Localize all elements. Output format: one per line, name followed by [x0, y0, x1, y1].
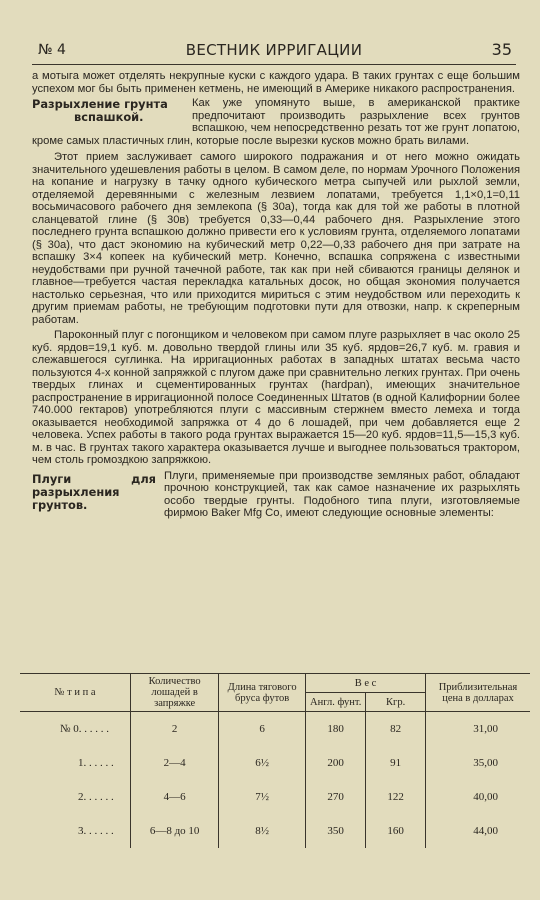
- col-header-weight-kg: Кгр.: [366, 693, 426, 712]
- paragraph-ploughs: Плуги, применяемые при производстве земляных работ, обладают прочною конструкцией, так как самое назначение их разрыхлять особо твердые грунты. Подобного типа плуги, изготовляемые фирмою Baker Mfg Co, имеют следующие основные элементы:: [164, 469, 520, 519]
- cell-price: 40,00: [425, 780, 530, 814]
- col-header-horses: Количество лошадей в запряжке: [131, 674, 219, 712]
- cell-kg: 160: [366, 814, 426, 848]
- issue-number: № 4: [38, 42, 66, 58]
- cell-type: 2. . . . . .: [20, 780, 131, 814]
- col-header-weight: В е с: [306, 674, 426, 693]
- cell-beam: 6½: [219, 746, 306, 780]
- cell-horses: 2—4: [131, 746, 219, 780]
- col-header-beam: Длина тягового бруса футов: [219, 674, 306, 712]
- section-ploughs: [32, 470, 520, 520]
- cell-beam: 8½: [219, 814, 306, 848]
- cell-kg: 82: [366, 712, 426, 747]
- cell-price: 35,00: [425, 746, 530, 780]
- cell-horses: 2: [131, 712, 219, 747]
- table-row: [20, 814, 530, 848]
- cell-price: 31,00: [425, 712, 530, 747]
- cell-kg: 122: [366, 780, 426, 814]
- cell-lb: 200: [306, 746, 366, 780]
- section-heading-ploughs: Плуги для разрыхления грунтов.: [32, 471, 156, 512]
- section-ploughing: [32, 97, 520, 147]
- col-header-type: № т и п а: [20, 674, 131, 712]
- plough-spec-table: [20, 673, 530, 848]
- cell-type: 1. . . . . .: [20, 746, 131, 780]
- cell-price: 44,00: [425, 814, 530, 848]
- table-row: [20, 780, 530, 814]
- cell-type: № 0. . . . . .: [20, 712, 131, 747]
- journal-title: ВЕСТНИК ИРРИГАЦИИ: [185, 41, 363, 59]
- cell-lb: 270: [306, 780, 366, 814]
- col-header-price: Приблизительная цена в долларах: [425, 674, 530, 712]
- col-header-weight-lb: Англ. фунт.: [306, 693, 366, 712]
- paragraph-method: Этот прием заслуживает самого широкого подражания и от него можно ожидать значительного удешевления работы в целом. В самом деле, по нормам Урочного Положения на копание и нагрузку в тачку одного кубического метра сыпучей или рыхлой земли, отделяемой деревянными с железным лезвием лопатами, требуется 1,1×0,1=0,11 восьмичасового рабочего дня землекопа (§ 30а), тогда как для той же работы в плотной сланцеватой глине (§ 30в) требуется 0,33—0,44 рабочего дня. Разрыхление этого последнего грунта вспашкою должно привести его к условиям грунта, отделяемого лопатами (§ 30а), что даст экономию на кубический метр 0,22—0,33 рабочего дня при затрате на вспашку 3×4 копеек на кубический метр. Конечно, вспашка сопряжена с известными неудобствами при ручной тачечной работе, так как при ней сбиваются границы делянок и главное—требуется частая перекладка катальных досок, но общая экономия получается настолько серьезная, что или приходится мириться с этим неудобством или переходить к другим приемам работы, не требующим подготовки пути для отвозки, напр. к скреперным работам.: [32, 151, 520, 326]
- paragraph-plough-output: Пароконный плуг с погонщиком и человеком при самом плуге разрыхляет в час около 25 куб. ярдов=19,1 куб. м. довольно твердой глины или 35 куб. ярдов=26,7 куб. м. гравия и слежавшегося суглинка. На ирригационных работах в западных штатах весьма часто пользуются 4-х конной запряжкой с плугом даже при сравнительно легких грунтах. При очень твердых глинах и сцементированных грунтах (hardpan), имеющих значительное распространение в ирригационной полосе Соединенных Штатов (в одной Калифорнии более 740.000 гектаров) употребляются плуги с массивным стержнем вместо лемеха и тогда оказывается необходимой запряжка от 4 до 6 лошадей, при чем добавляется еще 2 человека. Успех работы в такого рода грунтах выражается 15—20 куб. ярдов=11,5—15,3 куб. м. в час. В грунтах такого характера оказывается лучше и выгоднее пользоваться трактором, чем столь громоздкою запряжкою.: [32, 329, 520, 466]
- cell-lb: 350: [306, 814, 366, 848]
- page-number: 35: [491, 40, 512, 59]
- section-heading-ploughing: Разрыхление грунта вспашкой.: [32, 97, 168, 124]
- paragraph-intro: а мотыга может отделять некрупные куски с каждого удара. В таких грунтах с еще большим успехом мог бы быть применен кетмень, не имеющий в Америке никакого распространения.: [32, 70, 520, 95]
- cell-beam: 7½: [219, 780, 306, 814]
- paragraph-ploughing: Как уже упомянуто выше, в американской практике предпочитают производить разрыхление всех грунтов вспашкою, чем непосредственно резать тот же грунт лопатою, кроме самых пластичных глин, которые после вырезки кусков можно брать вилами.: [32, 97, 520, 147]
- cell-type: 3. . . . . .: [20, 814, 131, 848]
- cell-kg: 91: [366, 746, 426, 780]
- table-row: [20, 712, 530, 747]
- table-row: [20, 746, 530, 780]
- cell-lb: 180: [306, 712, 366, 747]
- running-header: [32, 38, 516, 65]
- article-body: [32, 70, 520, 520]
- cell-beam: 6: [219, 712, 306, 747]
- cell-horses: 4—6: [131, 780, 219, 814]
- cell-horses: 6—8 до 10: [131, 814, 219, 848]
